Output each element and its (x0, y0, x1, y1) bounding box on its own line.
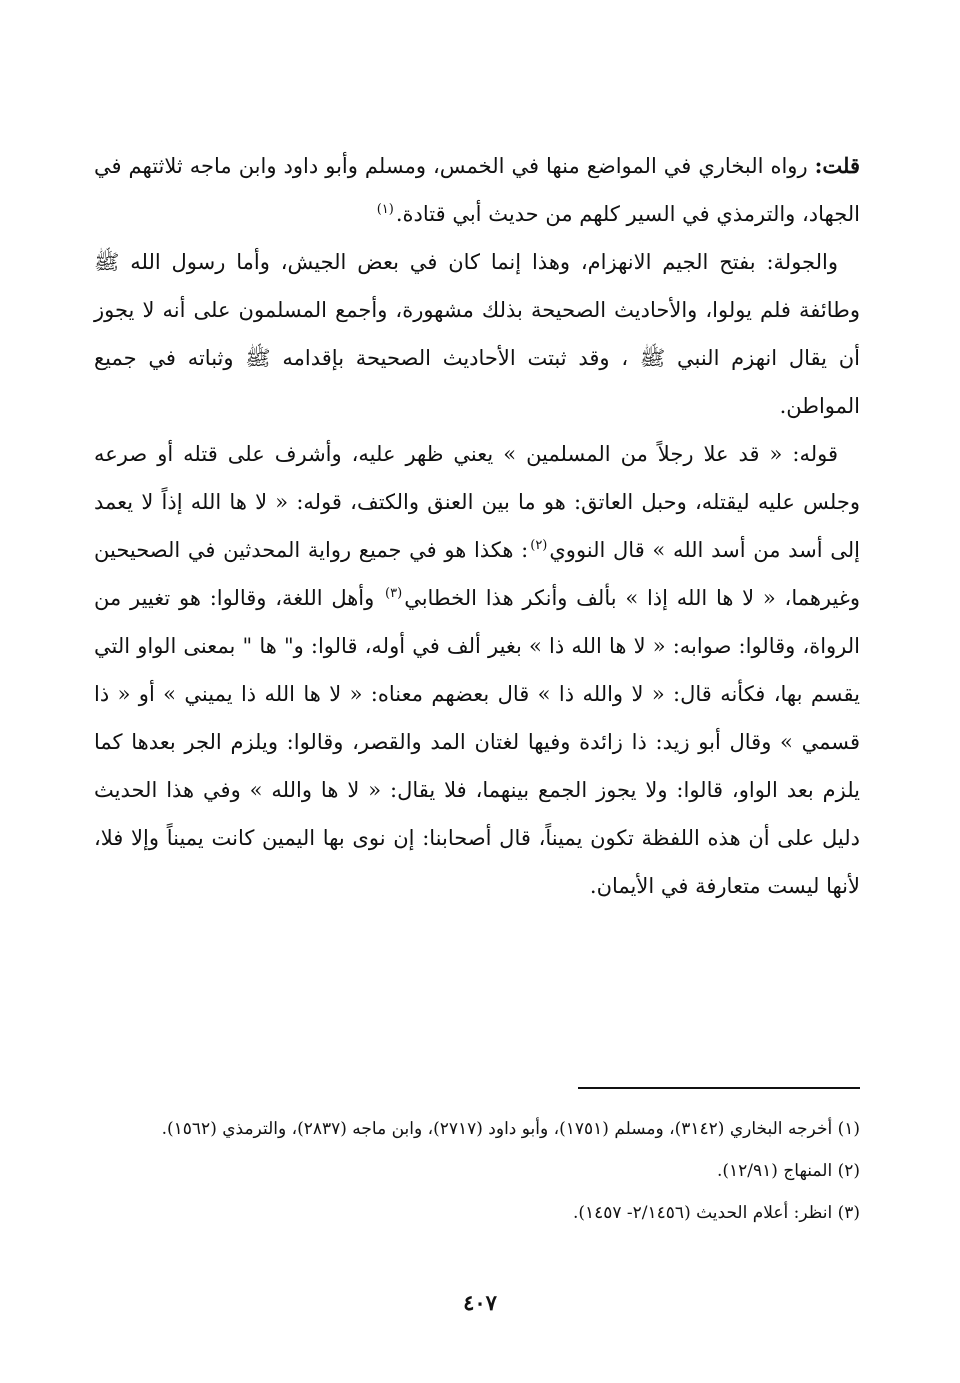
paragraph-2 (94, 238, 860, 430)
footnote-3: (٣) انظر: أعلام الحديث (٢/١٤٥٦- ١٤٥٧). (572, 1203, 860, 1223)
paragraph-text: قوله: « قد علا رجلاً من المسلمين » يعني ظهر عليه، وأشرف على قتله أو صرعه وجلس عليه ليقتله، وحبل العاتق: هو ما بين العنق والكتف، قوله: « لا ها الله إذاً لا يعمد إلى أسد من أسد الله » قال النووي (94, 442, 860, 562)
footnote-2: (٢) المنهاج (١٢/٩١). (716, 1161, 860, 1181)
footnote-ref-2: (٢) (530, 538, 548, 553)
footnotes (94, 1108, 860, 1234)
main-text (94, 142, 860, 910)
paragraph-3 (94, 430, 860, 910)
footnote-separator (578, 1087, 860, 1089)
paragraph-text: رواه البخاري في المواضع منها في الخمس، ومسلم وأبو داود وابن ماجه ثلاثتهم في الجهاد، والترمذي في السير كلهم من حديث أبي قتادة. (94, 154, 860, 226)
lead-word: قلت: (814, 153, 860, 178)
footnote-1: (١) أخرجه البخاري (٣١٤٢)، ومسلم (١٧٥١)، وأبو داود (٢٧١٧)، وابن ماجه (٢٨٣٧)، والترمذي (١٥٦٢). (161, 1119, 860, 1139)
paragraph-text: والجولة: بفتح الجيم الانهزام، وهذا إنما كان في بعض الجيش، وأما رسول الله ﷺ وطائفة فلم يولوا، والأحاديث الصحيحة بذلك مشهورة، وأجمع المسلمون على أنه لا يجوز أن يقال انهزم النبي ﷺ ، وقد ثبتت الأحاديث الصحيحة بإقدامه ﷺ وثباته في جميع المواطن. (94, 250, 860, 418)
footnote-ref-3: (٣) (385, 586, 403, 601)
page-number: ٤٠٧ (463, 1290, 497, 1315)
paragraph-text: : هكذا هو في جميع رواية المحدثين في الصحيحين وغيرهما، « لا ها الله إذا » بألف وأنكر هذا الخطابي (94, 538, 860, 610)
paragraph-1 (94, 142, 860, 238)
paragraph-text: وأهل اللغة، وقالوا: هو تغيير من الرواة، وقالوا: صوابه: « لا ها الله ذا » بغير ألف في أوله، قالوا: و" ها " بمعنى الواو التي يقسم بها، فكأنه قال: « لا والله ذا » قال بعضهم معناه: « لا ها الله ذا يميني » أو « ذا قسمي » وقال أبو زيد: ذا زائدة وفيها لغتان المد والقصر، وقالوا: ويلزم الجر بعدها كما يلزم بعد الواو، قالوا: ولا يجوز الجمع بينهما، فلا يقال: « لا ها والله » وفي هذا الحديث دليل على أن هذه اللفظة تكون يميناً، قال أصحابنا: إن نوى بها اليمين كانت يميناً وإلا فلا، لأنها ليست متعارفة في الأيمان. (94, 586, 860, 898)
footnote-ref-1: (١) (376, 202, 394, 217)
